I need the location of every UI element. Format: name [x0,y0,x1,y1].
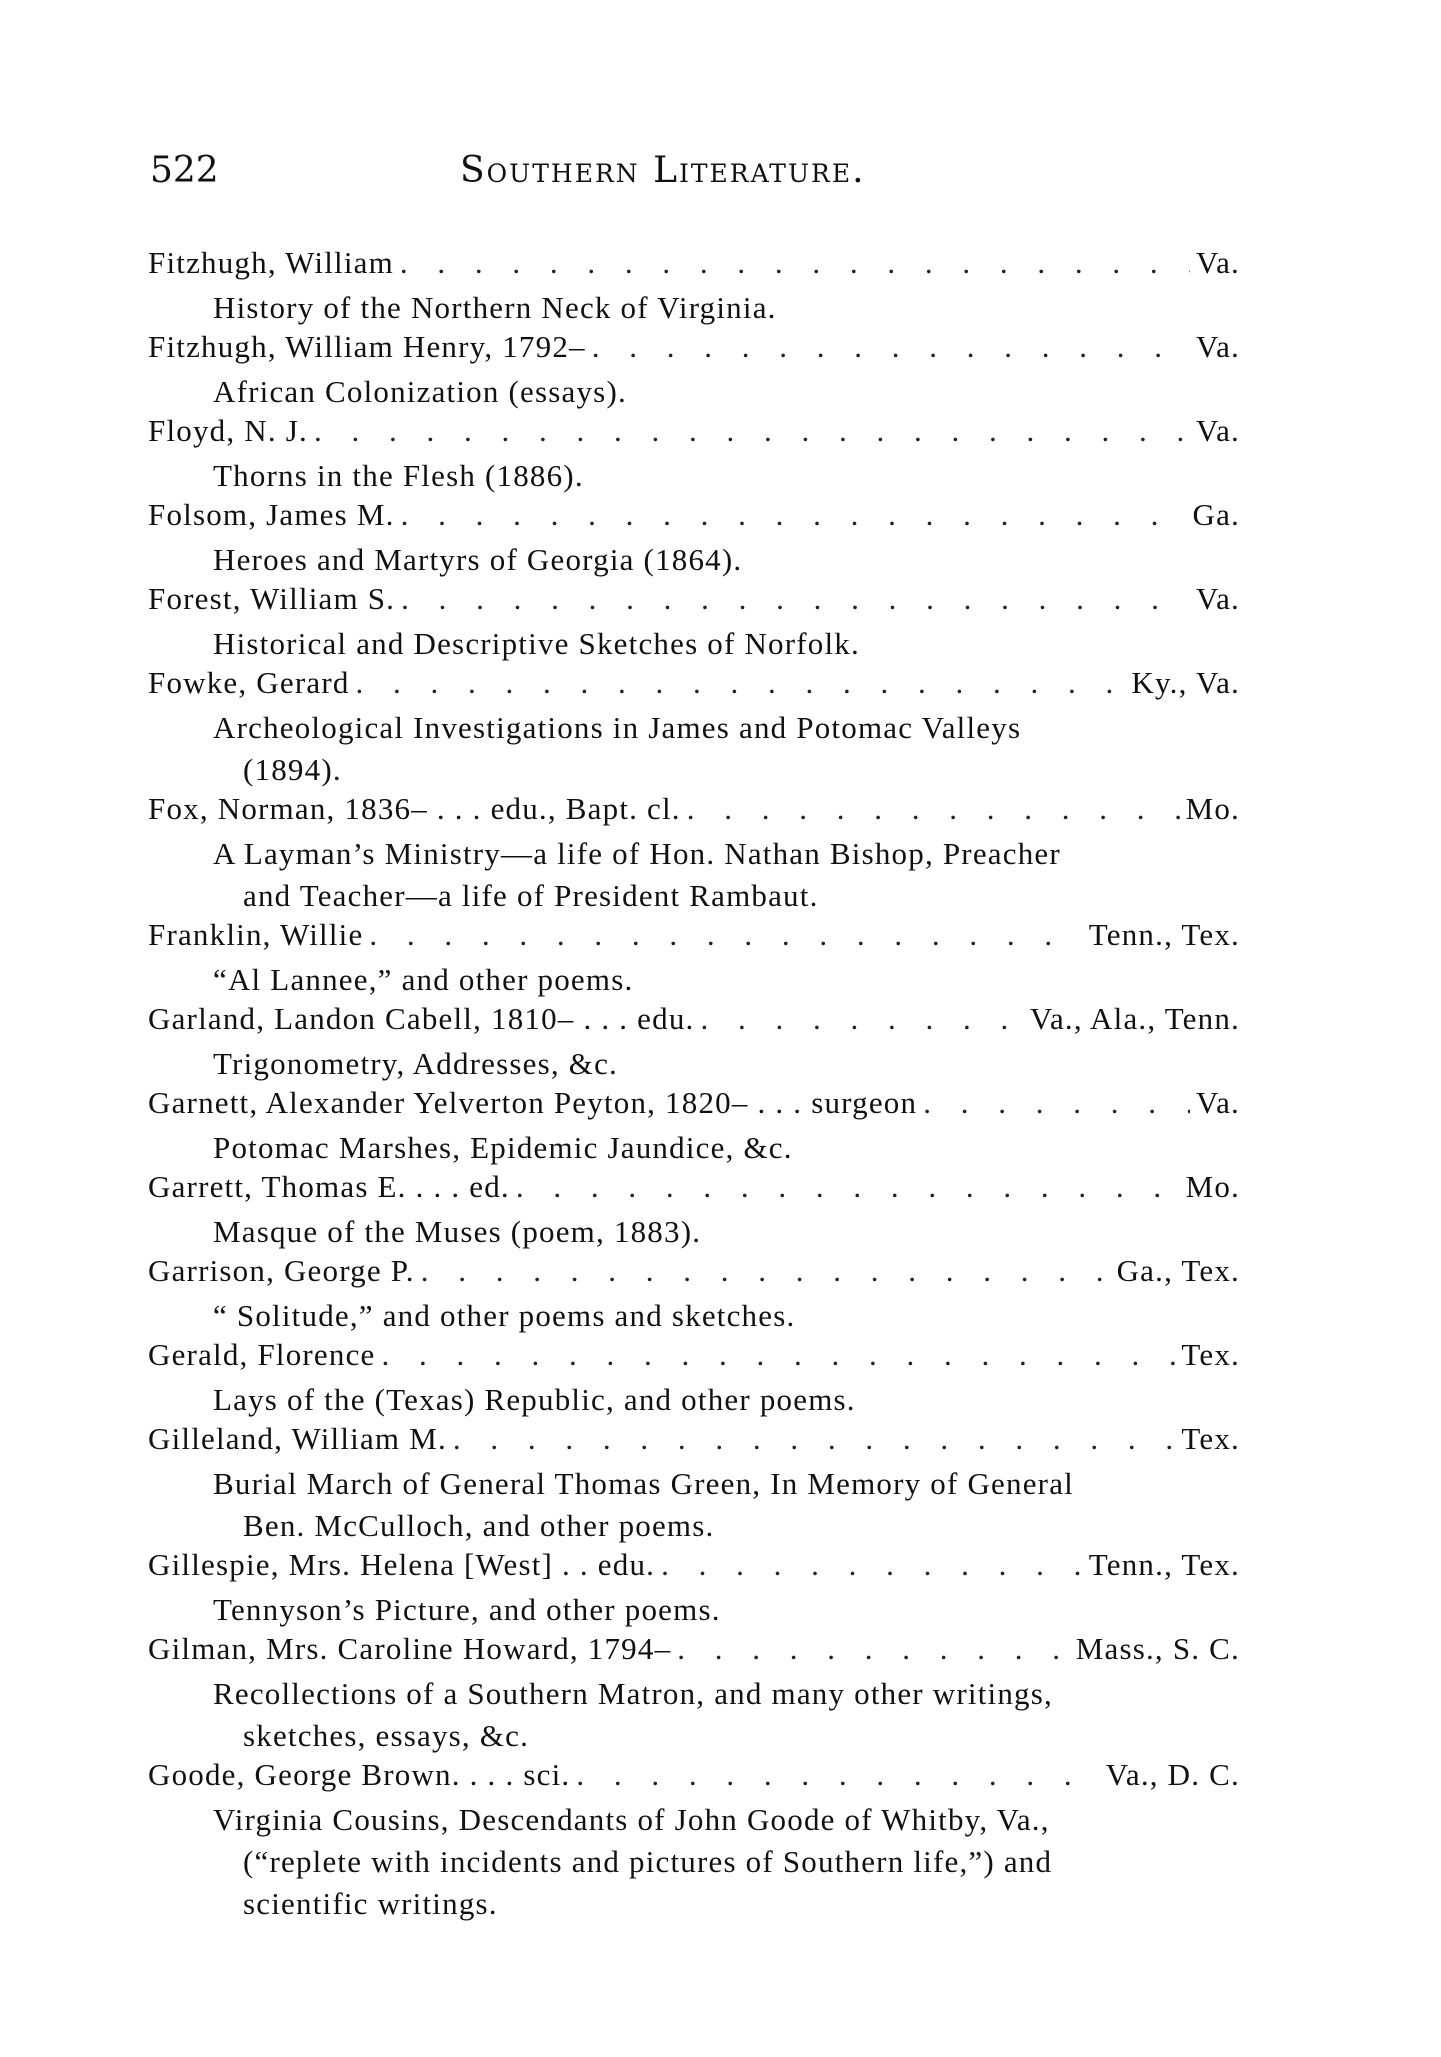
work-line: and Teacher—a life of President Rambaut. [243,878,819,913]
author-name: Fitzhugh, William Henry, 1792– [148,329,586,364]
entry-heading [148,1631,1240,1673]
entry-heading [148,413,1240,455]
bibliography-entry [148,497,1240,581]
dot-leader [401,497,1187,533]
author-name: Garrett, Thomas E. . . . ed. [148,1169,510,1204]
work-line: Virginia Cousins, Descendants of John Goode of Whitby, Va., [213,1802,1050,1837]
work-title [148,623,1240,665]
work-title [148,1799,1240,1925]
work-title [148,1127,1240,1169]
work-title [148,707,1240,791]
work-line: (1894). [243,752,342,787]
author-name: Fox, Norman, 1836– . . . edu., Bapt. cl. [148,791,681,826]
bibliography-entry [148,329,1240,413]
work-line: Historical and Descriptive Sketches of Norfolk. [213,626,860,661]
state-abbreviation: Va., D. C. [1105,1757,1240,1792]
work-title [148,1673,1240,1757]
bibliography-entry [148,791,1240,917]
bibliography-entry [148,1169,1240,1253]
bibliography-entry [148,1001,1240,1085]
work-line: Heroes and Martyrs of Georgia (1864). [213,542,743,577]
state-abbreviation: Ga. [1192,497,1240,532]
bibliography-entry [148,665,1240,791]
work-line: sketches, essays, &c. [243,1718,530,1753]
entry-heading [148,1001,1240,1043]
entry-heading [148,1169,1240,1211]
entry-heading [148,581,1240,623]
dot-leader [453,1421,1176,1457]
dot-leader [661,1547,1083,1583]
entry-heading [148,1547,1240,1589]
work-line: History of the Northern Neck of Virginia. [213,290,777,325]
author-name: Fowke, Gerard [148,665,350,700]
entry-heading [148,497,1240,539]
work-line: Potomac Marshes, Epidemic Jaundice, &c. [213,1130,793,1165]
dot-leader [592,329,1190,365]
dot-leader [687,791,1180,827]
state-abbreviation: Va., Ala., Tenn. [1029,1001,1240,1036]
dot-leader [923,1085,1190,1121]
bibliography-entry [148,245,1240,329]
bibliography-list [148,245,1240,1925]
work-line: Recollections of a Southern Matron, and many other writings, [213,1676,1053,1711]
bibliography-entry [148,917,1240,1001]
work-title [148,1295,1240,1337]
work-line: Trigonometry, Addresses, &c. [213,1046,619,1081]
state-abbreviation: Mo. [1185,1169,1240,1204]
dot-leader [401,581,1190,617]
entry-heading [148,245,1240,287]
state-abbreviation: Tenn., Tex. [1088,917,1240,952]
work-line: A Layman’s Ministry—a life of Hon. Nathan Bishop, Preacher [213,836,1061,871]
work-title [148,833,1240,917]
bibliography-entry [148,1547,1240,1631]
dot-leader [516,1169,1180,1205]
author-name: Garnett, Alexander Yelverton Peyton, 1820– . . . surgeon [148,1085,918,1120]
state-abbreviation: Va. [1195,245,1240,280]
author-name: Gillespie, Mrs. Helena [West] . . edu. [148,1547,656,1582]
author-name: Gerald, Florence [148,1337,376,1372]
entry-heading [148,1253,1240,1295]
work-title [148,959,1240,1001]
state-abbreviation: Va. [1195,581,1240,616]
work-line: Tennyson’s Picture, and other poems. [213,1592,721,1627]
work-line: Thorns in the Flesh (1886). [213,458,584,493]
bibliography-entry [148,1421,1240,1547]
dot-leader [700,1001,1023,1037]
author-name: Garrison, George P. [148,1253,415,1288]
dot-leader [400,245,1190,281]
dot-leader [356,665,1126,701]
work-line: African Colonization (essays). [213,374,627,409]
work-title [148,1043,1240,1085]
dot-leader [421,1253,1111,1289]
bibliography-entry [148,1757,1240,1925]
author-name: Folsom, James M. [148,497,395,532]
entry-heading [148,665,1240,707]
work-title [148,1463,1240,1547]
state-abbreviation: Va. [1195,413,1240,448]
page-title: Southern Literature. [460,150,866,191]
author-name: Gilleland, William M. [148,1421,447,1456]
dot-leader [677,1631,1069,1667]
bibliography-entry [148,1253,1240,1337]
entry-heading [148,791,1240,833]
state-abbreviation: Mass., S. C. [1075,1631,1240,1666]
work-title [148,1211,1240,1253]
state-abbreviation: Va. [1195,329,1240,364]
work-line: Archeological Investigations in James and Potomac Valleys [213,710,1022,745]
dot-leader [382,1337,1176,1373]
state-abbreviation: Ga., Tex. [1116,1253,1240,1288]
work-title [148,287,1240,329]
bibliography-entry [148,581,1240,665]
bibliography-entry [148,1631,1240,1757]
state-abbreviation: Mo. [1185,791,1240,826]
bibliography-entry [148,413,1240,497]
author-name: Fitzhugh, William [148,245,394,280]
author-name: Goode, George Brown. . . . sci. [148,1757,571,1792]
author-name: Gilman, Mrs. Caroline Howard, 1794– [148,1631,672,1666]
dot-leader [576,1757,1099,1793]
work-line: Masque of the Muses (poem, 1883). [213,1214,702,1249]
work-line: Burial March of General Thomas Green, In Memory of General [213,1466,1074,1501]
work-line: Lays of the (Texas) Republic, and other poems. [213,1382,856,1417]
entry-heading [148,1421,1240,1463]
entry-heading [148,1757,1240,1799]
state-abbreviation: Ky., Va. [1131,665,1240,700]
work-line: “ Solitude,” and other poems and sketches. [213,1298,796,1333]
entry-heading [148,1085,1240,1127]
author-name: Floyd, N. J. [148,413,308,448]
entry-heading [148,917,1240,959]
bibliography-entry [148,1085,1240,1169]
state-abbreviation: Va. [1195,1085,1240,1120]
work-title [148,1379,1240,1421]
dot-leader [369,917,1082,953]
state-abbreviation: Tex. [1181,1337,1240,1372]
work-title [148,539,1240,581]
state-abbreviation: Tenn., Tex. [1088,1547,1240,1582]
dot-leader [314,413,1190,449]
state-abbreviation: Tex. [1181,1421,1240,1456]
work-title [148,1589,1240,1631]
work-line: scientific writings. [243,1886,498,1921]
author-name: Franklin, Willie [148,917,364,952]
author-name: Garland, Landon Cabell, 1810– . . . edu. [148,1001,695,1036]
work-title [148,371,1240,413]
author-name: Forest, William S. [148,581,396,616]
work-line: Ben. McCulloch, and other poems. [243,1508,715,1543]
page-number: 522 [150,150,219,191]
entry-heading [148,1337,1240,1379]
work-line: (“replete with incidents and pictures of Southern life,”) and [243,1844,1053,1879]
running-head [150,150,1250,210]
work-title [148,455,1240,497]
work-line: “Al Lannee,” and other poems. [213,962,634,997]
entry-heading [148,329,1240,371]
bibliography-entry [148,1337,1240,1421]
